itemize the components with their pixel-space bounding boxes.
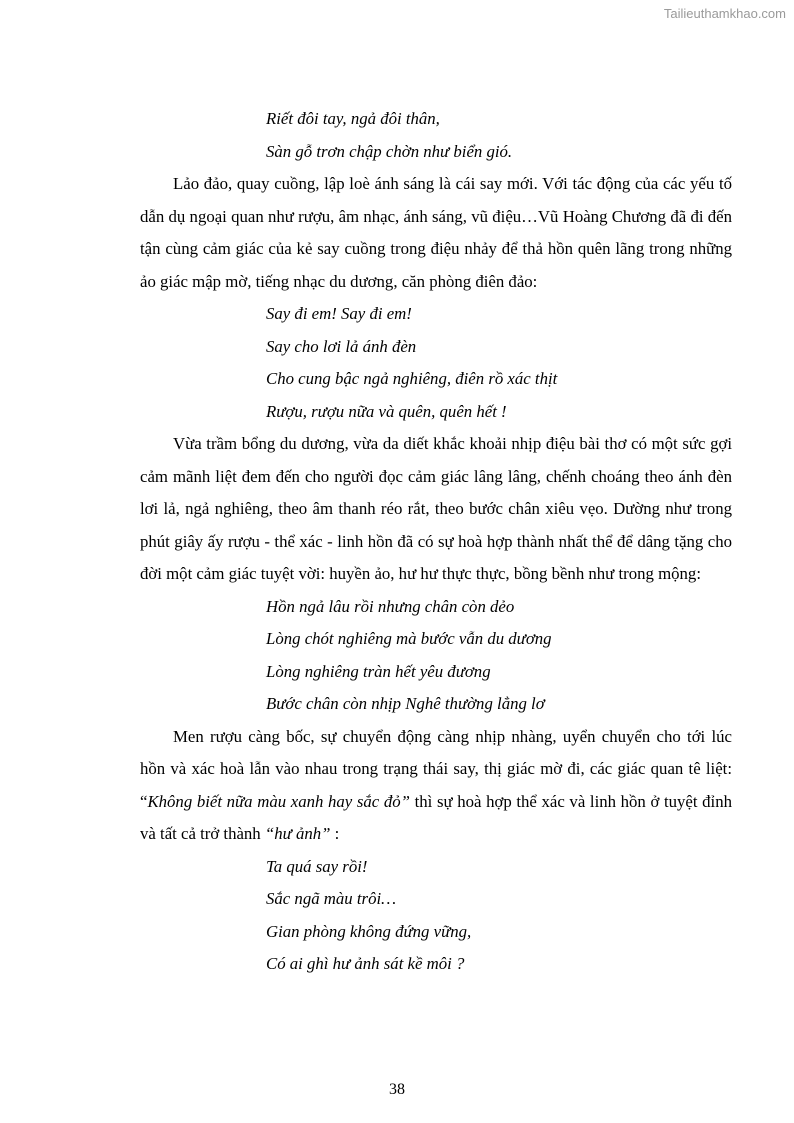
verse-block (140, 591, 732, 721)
body-paragraph: Vừa trầm bổng du dương, vừa da diết khắc khoải nhịp điệu bài thơ có một sức gợi cảm mãnh liệt đem đến cho người đọc cảm giác lâng lâng, chếnh choáng theo ánh đèn lơi lả, ngả nghiêng, theo âm thanh réo rắt, theo bước chân xiêu vẹo. Dường như trong phút giây ấy rượu - thể xác - linh hồn đã có sự hoà hợp thành nhất thể để dâng tặng cho đời một cảm giác tuyệt vời: huyền ảo, hư hư thực thực, bồng bềnh như trong mộng: (140, 434, 732, 583)
body-paragraph: Lảo đảo, quay cuồng, lập loè ánh sáng là cái say mới. Với tác động của các yếu tố dẫn dụ ngoại quan như rượu, âm nhạc, ánh sáng, vũ điệu…Vũ Hoàng Chương đã đi đến tận cùng cảm giác của kẻ say cuồng trong điệu nhảy để thả hồn quên lãng trong những ảo giác mập mờ, tiếng nhạc du dương, căn phòng điên đảo: (140, 174, 732, 291)
verse-block (140, 298, 732, 428)
verse-line: Có ai ghì hư ảnh sát kề môi ? (266, 954, 465, 973)
verse-line: Bước chân còn nhịp Nghê thường lẳng lơ (266, 694, 545, 713)
verse-line: Lòng nghiêng tràn hết yêu đương (266, 661, 491, 681)
body-paragraph (140, 721, 732, 851)
verse-line: Gian phòng không đứng vững, (266, 921, 472, 941)
verse-line: Sàn gỗ trơn chập chờn như biển gió. (266, 141, 513, 161)
page-content (140, 103, 732, 981)
verse-line: Hồn ngả lâu rồi nhưng chân còn dẻo (266, 596, 515, 616)
verse-line: Say cho lơi lả ánh đèn (266, 336, 417, 356)
verse-block (140, 851, 732, 981)
verse-line: Ta quá say rồi! (266, 856, 368, 876)
paragraph-text: Men rượu càng bốc, sự chuyển động càng nhịp nhàng, uyển chuyển cho tới lúc hồn và xác hoà lẫn vào nhau trong trạng thái say, thị giác mờ đi, các giác quan tê liệt: “ (140, 726, 732, 811)
verse-line: Say đi em! Say đi em! (266, 304, 412, 323)
paragraph-text: thì sự hoà hợp thể xác và linh hồn ở tuyệt đỉnh và tất cả trở thành (140, 791, 732, 843)
verse-block (140, 103, 732, 168)
verse-line: Rượu, rượu nữa và quên, quên hết ! (266, 401, 507, 421)
page-number: 38 (389, 1081, 405, 1098)
inline-quote: Không biết nữa màu xanh hay sắc đỏ” (147, 791, 410, 811)
paragraph-text: : (330, 824, 340, 843)
watermark: Tailieuthamkhao.com (663, 6, 786, 21)
verse-line: Riết đôi tay, ngả đôi thân, (266, 109, 440, 128)
verse-line: Cho cung bậc ngả nghiêng, điên rồ xác thịt (266, 369, 558, 388)
verse-line: Sắc ngã màu trôi… (266, 889, 397, 908)
verse-line: Lòng chót nghiêng mà bước vẫn du dương (266, 629, 552, 648)
inline-quote: “hư ảnh” (264, 824, 331, 843)
